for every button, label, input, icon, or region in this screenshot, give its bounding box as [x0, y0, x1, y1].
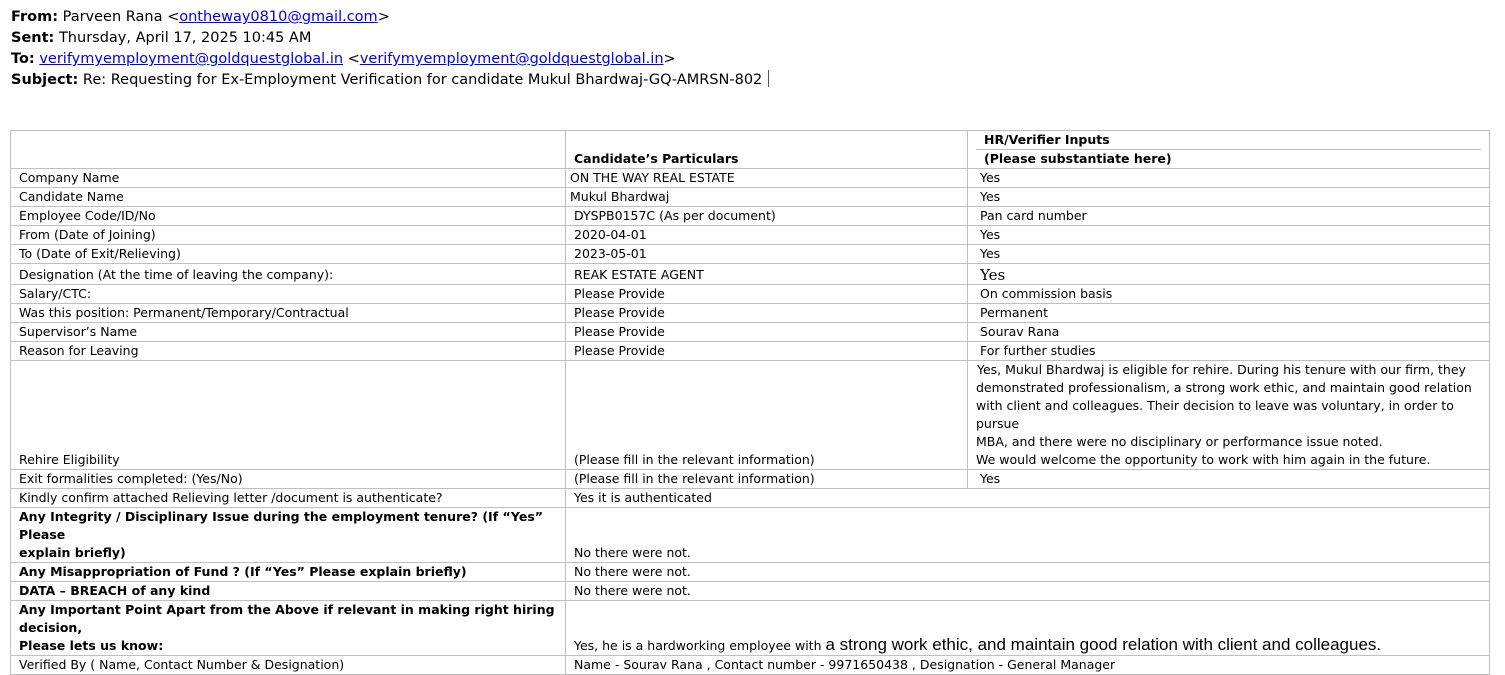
row-verifier: Sourav Rana: [968, 323, 1490, 342]
row-candidate: ON THE WAY REAL ESTATE: [566, 169, 968, 188]
exit-verifier: Yes: [968, 470, 1490, 489]
integrity-label-line: Any Integrity / Disciplinary Issue during the employment tenure? (If “Yes” Please: [19, 509, 543, 542]
row-candidate: DYSPB0157C (As per document): [566, 207, 968, 226]
email-header: [11, 7, 769, 91]
to-email-link[interactable]: verifymyemployment@goldquestglobal.in: [359, 51, 664, 67]
integrity-value: No there were not.: [566, 508, 1490, 563]
row-label: Was this position: Permanent/Temporary/Contractual: [11, 304, 566, 323]
table-row: [11, 342, 1490, 361]
row-candidate: Please Provide: [566, 342, 968, 361]
misappropriation-row: [11, 563, 1490, 582]
row-label: From (Date of Joining): [11, 226, 566, 245]
important-label: [11, 601, 566, 656]
table-row: [11, 169, 1490, 188]
integrity-row: [11, 508, 1490, 563]
exit-candidate: (Please fill in the relevant information): [566, 470, 968, 489]
table-row: [11, 323, 1490, 342]
from-email-link[interactable]: ontheway0810@gmail.com: [179, 9, 378, 25]
table-row: [11, 207, 1490, 226]
row-verifier: Yes: [968, 245, 1490, 264]
important-label-line: Any Important Point Apart from the Above if relevant in making right hiring decision,: [19, 602, 555, 635]
to-close: >: [663, 51, 676, 67]
row-candidate: 2023-05-01: [566, 245, 968, 264]
row-label: Candidate Name: [11, 188, 566, 207]
row-verifier: Permanent: [968, 304, 1490, 323]
table-row: [11, 264, 1490, 285]
row-label: Company Name: [11, 169, 566, 188]
row-label: Salary/CTC:: [11, 285, 566, 304]
rehire-text-line: demonstrated professionalism, a strong work ethic, and maintain good relation: [976, 380, 1472, 395]
from-close: >: [377, 9, 390, 25]
rehire-candidate: (Please fill in the relevant information): [566, 361, 968, 470]
breach-row: [11, 582, 1490, 601]
header-verifier-inputs: [968, 131, 1490, 169]
rehire-text-line: Yes, Mukul Bhardwaj is eligible for rehire. During his tenure with our firm, they: [977, 362, 1466, 377]
exit-row: [11, 470, 1490, 489]
rehire-verifier: [968, 361, 1490, 470]
verified-row: [11, 656, 1490, 675]
from-row: [11, 7, 769, 28]
subject-value: Re: Requesting for Ex-Employment Verification for candidate Mukul Bhardwaj-GQ-AMRSN-802: [82, 72, 763, 88]
row-candidate: Please Provide: [566, 285, 968, 304]
header-candidate-particulars: Candidate’s Particulars: [566, 131, 968, 169]
table-row: [11, 245, 1490, 264]
sent-value: Thursday, April 17, 2025 10:45 AM: [58, 30, 312, 46]
row-candidate: Please Provide: [566, 323, 968, 342]
row-verifier: On commission basis: [968, 285, 1490, 304]
rehire-text-line: We would welcome the opportunity to work with him again in the future.: [976, 452, 1431, 467]
row-verifier: Yes: [968, 226, 1490, 245]
table-row: [11, 226, 1490, 245]
sent-label: Sent:: [11, 30, 55, 46]
row-label: Employee Code/ID/No: [11, 207, 566, 226]
row-label: Supervisor’s Name: [11, 323, 566, 342]
important-label-line: Please lets us know:: [19, 638, 164, 653]
relieving-row: [11, 489, 1490, 508]
row-verifier: For further studies: [968, 342, 1490, 361]
to-name-link[interactable]: verifymyemployment@goldquestglobal.in: [39, 51, 344, 67]
sent-row: [11, 28, 769, 49]
row-label: Designation (At the time of leaving the company):: [11, 264, 566, 285]
row-candidate: REAK ESTATE AGENT: [566, 264, 968, 285]
misappropriation-value: No there were not.: [566, 563, 1490, 582]
to-open: <: [343, 51, 360, 67]
header-verifier-line2: (Please substantiate here): [984, 151, 1172, 166]
important-value: [566, 601, 1490, 656]
subject-row: [11, 70, 769, 91]
relieving-label: Kindly confirm attached Relieving letter /document is authenticate?: [11, 489, 566, 508]
verified-value: Name - Sourav Rana , Contact number - 9971650438 , Designation - General Manager: [566, 656, 1490, 675]
row-candidate: 2020-04-01: [566, 226, 968, 245]
subject-label: Subject:: [11, 72, 79, 88]
important-row: [11, 601, 1490, 656]
rehire-text-line: MBA, and there were no disciplinary or performance issue noted.: [976, 434, 1383, 449]
table-row: [11, 188, 1490, 207]
row-label: Reason for Leaving: [11, 342, 566, 361]
row-verifier: Yes: [968, 264, 1490, 285]
row-label: To (Date of Exit/Relieving): [11, 245, 566, 264]
row-candidate: Mukul Bhardwaj: [566, 188, 968, 207]
row-candidate: Please Provide: [566, 304, 968, 323]
from-name: Parveen Rana <: [62, 9, 180, 25]
to-label: To:: [11, 51, 35, 67]
from-label: From:: [11, 9, 58, 25]
rehire-text-line: with client and colleagues. Their decision to leave was voluntary, in order to pursue: [976, 398, 1454, 431]
row-verifier: Yes: [968, 169, 1490, 188]
relieving-value: Yes it is authenticated: [566, 489, 1490, 508]
integrity-label-line: explain briefly): [19, 545, 126, 560]
rehire-label: Rehire Eligibility: [11, 361, 566, 470]
integrity-label: [11, 508, 566, 563]
header-verifier-line1: HR/Verifier Inputs: [976, 131, 1481, 150]
exit-label: Exit formalities completed: (Yes/No): [11, 470, 566, 489]
table-row: [11, 285, 1490, 304]
misappropriation-label: Any Misappropriation of Fund ? (If “Yes” Please explain briefly): [11, 563, 566, 582]
important-value-part2: a strong work ethic, and maintain good relation with client and colleagues.: [825, 635, 1382, 654]
row-verifier: Pan card number: [968, 207, 1490, 226]
to-row: [11, 49, 769, 70]
table-row: [11, 304, 1490, 323]
row-verifier: Yes: [968, 188, 1490, 207]
header-empty-cell: [11, 131, 566, 169]
breach-value: No there were not.: [566, 582, 1490, 601]
rehire-row: [11, 361, 1490, 470]
text-cursor: [768, 70, 769, 87]
important-value-part1: Yes, he is a hardworking employee with: [574, 638, 826, 653]
verification-table: [10, 130, 1490, 675]
table-header-row: [11, 131, 1490, 169]
breach-label: DATA – BREACH of any kind: [11, 582, 566, 601]
verified-label: Verified By ( Name, Contact Number & Designation): [11, 656, 566, 675]
